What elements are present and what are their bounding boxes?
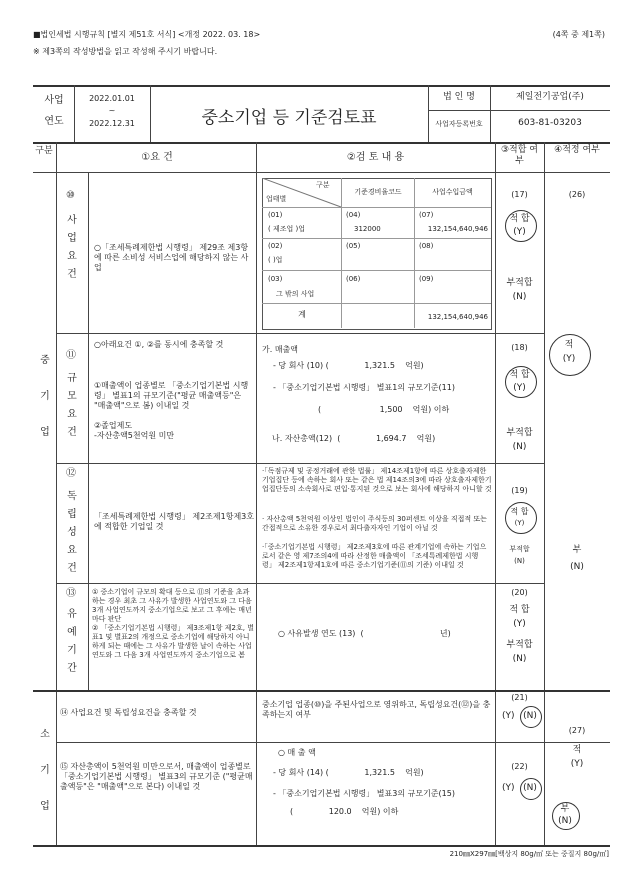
corp-name: 제일전기공업(주) <box>516 92 584 102</box>
row2-industry: ( )업 <box>268 256 283 264</box>
small-fit1-no-code: (N) <box>523 711 537 721</box>
small-sales-label: ○ 매 출 액 <box>278 748 316 757</box>
scale-fit-yes: 적 합 <box>509 370 530 380</box>
biz-fit-yes: 적 합 <box>509 214 530 224</box>
scale-sales-label: 가. 매출액 <box>262 345 298 354</box>
row3-code-no: (06) <box>346 275 361 283</box>
small-fit2-yes: (Y) <box>502 783 515 793</box>
total-label: 계 <box>298 310 306 319</box>
period-separator: ~ <box>108 106 116 115</box>
scale-no-mark: ⑪ <box>66 350 76 361</box>
period-end: 2022.12.31 <box>89 119 135 128</box>
row3-amount-no: (09) <box>419 275 434 283</box>
indep-review-3: ·「중소기업기본법 시행령」 제2조제3호에 따른 관계기업에 속하는 기업으로서 같은 영 제7조의4에 따라 산정한 매출액이 「조세특례제한법 시행령」 제2조제1항제1호에 따른 중소기업기준(⑪의 기준) 이내일 것 <box>262 543 487 569</box>
small-total-no-code: (N) <box>558 816 572 826</box>
indep-no-mark: ⑫ <box>66 468 76 479</box>
scale-assets: 나. 자산총액(12) ( 1,694.7 억원) <box>272 434 436 443</box>
page-number: (4쪽 중 제1쪽) <box>552 30 605 39</box>
grace-fit-yes-code: (Y) <box>513 619 526 629</box>
corp-name-label: 법 인 명 <box>443 92 475 102</box>
sme-total-no-code: (N) <box>570 562 584 572</box>
small-fit1-yes: (Y) <box>502 711 515 721</box>
biz-label: 사 업 요 건 <box>67 215 77 280</box>
review-header: ②검 토 내 용 <box>346 152 405 163</box>
grace-condition: ① 중소기업이 규모의 확대 등으로 ⑪의 기준을 초과하는 경우 최초 그 사유가 발생한 사업연도와 그 다음 3개 사업연도까지 중소기업으로 보고 그 후에는 매년마다 판단 ② 「중소기업기본법 시행령」 제3조제1항 제2호, 별표1 및 별표2의 개정으로 중소기업에 해당하지 아니하게 되는 때에는 그 사유가 발생한 날이 속하는 사업연도와 그 다음 3개 사업연도까지 중소기업으로 봄 <box>92 588 254 659</box>
small-condition-1: ⑭ 사업요건 및 독립성요건을 충족할 것 <box>60 708 197 717</box>
row1-amount-no: (07) <box>419 211 434 219</box>
instructions-note: ※ 제3쪽의 작성방법을 읽고 작성해 주시기 바랍니다. <box>33 47 218 56</box>
grace-fit-no-code: (N) <box>512 654 527 664</box>
grace-fit-yes: 적 합 <box>509 605 530 615</box>
small-total-no: (27) <box>568 726 586 735</box>
grace-fit-no: (20) <box>511 588 528 597</box>
grace-review: ○ 사유발생 연도 (13) ( 년) <box>278 629 451 638</box>
small-review-1: 중소기업 업종(⑩)을 주된사업으로 영위하고, 독립성요건(⑫)을 충족하는지 여부 <box>262 700 491 719</box>
indep-fit-no-label: 부적합 <box>509 545 530 553</box>
small-condition-2: ⑮ 자산총액이 5천억원 미만으로서, 매출액이 업종별로 「중소기업기본법 시행령」 별표3의 규모기준 ("평균매출액등"은 "매출액"으로 본다) 이내일 것 <box>60 762 253 791</box>
page-title: 중소기업 등 기준검토표 <box>201 108 377 128</box>
scale-fit-no-code: (N) <box>512 442 527 452</box>
sme-total-yes-code: (Y) <box>562 354 576 364</box>
scale-fit-no: (18) <box>511 343 528 352</box>
small-fit2-no-code: (N) <box>523 783 537 793</box>
row2-code-no: (05) <box>346 242 361 250</box>
scale-fit-no-label: 부적합 <box>506 428 533 438</box>
fit-header: ③적합 여부 <box>500 145 538 166</box>
fit2-header: ④적정 여부 <box>554 145 600 155</box>
small-sales-company: - 당 회사 (14) ( 1,321.5 억원) <box>273 768 424 777</box>
sme-total-yes: 적 <box>564 340 574 350</box>
table-head-type: 업태별 <box>266 195 287 203</box>
biz-condition: ○「조세특례제한법 시행령」 제29조 제3항에 따른 소비성 서비스업에 해당하지 않는 사업 <box>94 243 249 272</box>
small-sales-standard-value: ( 120.0 억원) 이하 <box>290 807 399 816</box>
scale-condition-1: ○아래요건 ①, ②를 동시에 충족할 것 <box>94 340 224 349</box>
small-total-no-label: 부 <box>560 804 570 814</box>
row1-no: (01) <box>268 211 283 219</box>
biz-no-label: 사업자등록번호 <box>435 120 483 128</box>
indep-review-1: ·「독점규제 및 공정거래에 관한 법률」 제14조제1항에 따른 상호출자제한기업집단 등에 속하는 회사 또는 같은 법 제14조의3에 따라 상호출자제한기업집단등의 소속회사로 편입·통지된 것으로 보는 회사에 해당하지 아니할 것 <box>262 467 492 493</box>
row1-amount: 132,154,640,946 <box>427 225 488 233</box>
year-label: 사업 <box>44 95 64 106</box>
indep-condition: 「조세특례제한법 시행령」 제2조제1항제3호에 적합한 기업일 것 <box>94 512 255 531</box>
indep-fit-yes: 적 합 <box>510 507 529 516</box>
biz-no: 603-81-03203 <box>518 118 582 128</box>
grace-label: 유 예 기 간 <box>67 609 77 674</box>
table-head-code: 기준경비율코드 <box>354 188 402 196</box>
row1-industry: ( 제조업 )업 <box>268 225 305 233</box>
biz-fit-no-code: (N) <box>512 292 527 302</box>
requirement-header: ①요 건 <box>141 152 173 163</box>
row3-no: (03) <box>268 275 283 283</box>
sme-label: 중 기 업 <box>40 355 50 438</box>
indep-fit-no: (19) <box>511 486 528 495</box>
row1-code: 312000 <box>354 225 381 233</box>
row1-code-no: (04) <box>346 211 361 219</box>
row3-industry: 그 밖의 사업 <box>276 290 315 298</box>
gubun-header: 구분 <box>35 146 53 156</box>
scale-sales-standard-value: ( 1,500 억원) 이하 <box>318 405 450 414</box>
sme-total-no-label: 부 <box>572 545 582 555</box>
form-reference: ■법인세법 시행규칙 [별지 제51호 서식] <개정 2022. 03. 18> <box>33 30 261 39</box>
small-total-yes-code: (Y) <box>570 759 584 769</box>
indep-fit-yes-code: (Y) <box>514 519 525 527</box>
scale-condition-3: ②졸업제도 -자산총액5천억원 미만 <box>94 421 175 440</box>
biz-no-mark: ⑩ <box>66 190 75 201</box>
grace-no-mark: ⑬ <box>66 588 76 599</box>
year-label-2: 연도 <box>44 116 64 127</box>
scale-fit-yes-code: (Y) <box>513 383 526 393</box>
sme-total-no: (26) <box>568 190 586 199</box>
scale-condition-2: ①매출액이 업종별로 「중소기업기본법 시행령」 별표1의 규모기준("평균 매출액등"은 "매출액"으로 봄) 이내일 것 <box>94 381 249 410</box>
row2-amount-no: (08) <box>419 242 434 250</box>
small-label: 소 기 업 <box>40 729 50 812</box>
table-head-gubun: 구분 <box>316 181 330 189</box>
biz-fit-no: (17) <box>511 190 528 199</box>
period-start: 2022.01.01 <box>89 94 135 103</box>
scale-sales-company: - 당 회사 (10) ( 1,321.5 억원) <box>273 361 424 370</box>
indep-fit-no-code: (N) <box>514 557 525 565</box>
total-amount: 132,154,640,946 <box>427 313 488 321</box>
table-head-income: 사업수입금액 <box>432 188 473 196</box>
row2-no: (02) <box>268 242 283 250</box>
small-fit1-no: (21) <box>511 693 528 702</box>
indep-review-2: · 자산총액 5천억원 이상인 법인이 주식등의 30퍼센트 이상을 직접적 또는 간접적으로 소유한 경우로서 최다출자자인 기업이 아닐 것 <box>262 515 487 532</box>
scale-label: 규 모 요 건 <box>67 373 77 438</box>
scale-sales-standard: - 「중소기업기본법 시행령」 별표1의 규모기준(11) <box>273 383 455 392</box>
small-total-yes: 적 <box>572 745 582 755</box>
small-sales-standard: - 「중소기업기본법 시행령」 별표3의 규모기준(15) <box>273 789 455 798</box>
biz-fit-no-label: 부적합 <box>506 278 533 288</box>
grace-fit-no-label: 부적합 <box>506 640 533 650</box>
small-fit2-no: (22) <box>511 762 528 771</box>
biz-fit-yes-code: (Y) <box>513 227 526 237</box>
indep-label: 독 립 성 요 건 <box>67 491 77 574</box>
paper-spec: 210㎜X297㎜[백상지 80g/㎡ 또는 중질지 80g/㎡] <box>449 850 609 858</box>
